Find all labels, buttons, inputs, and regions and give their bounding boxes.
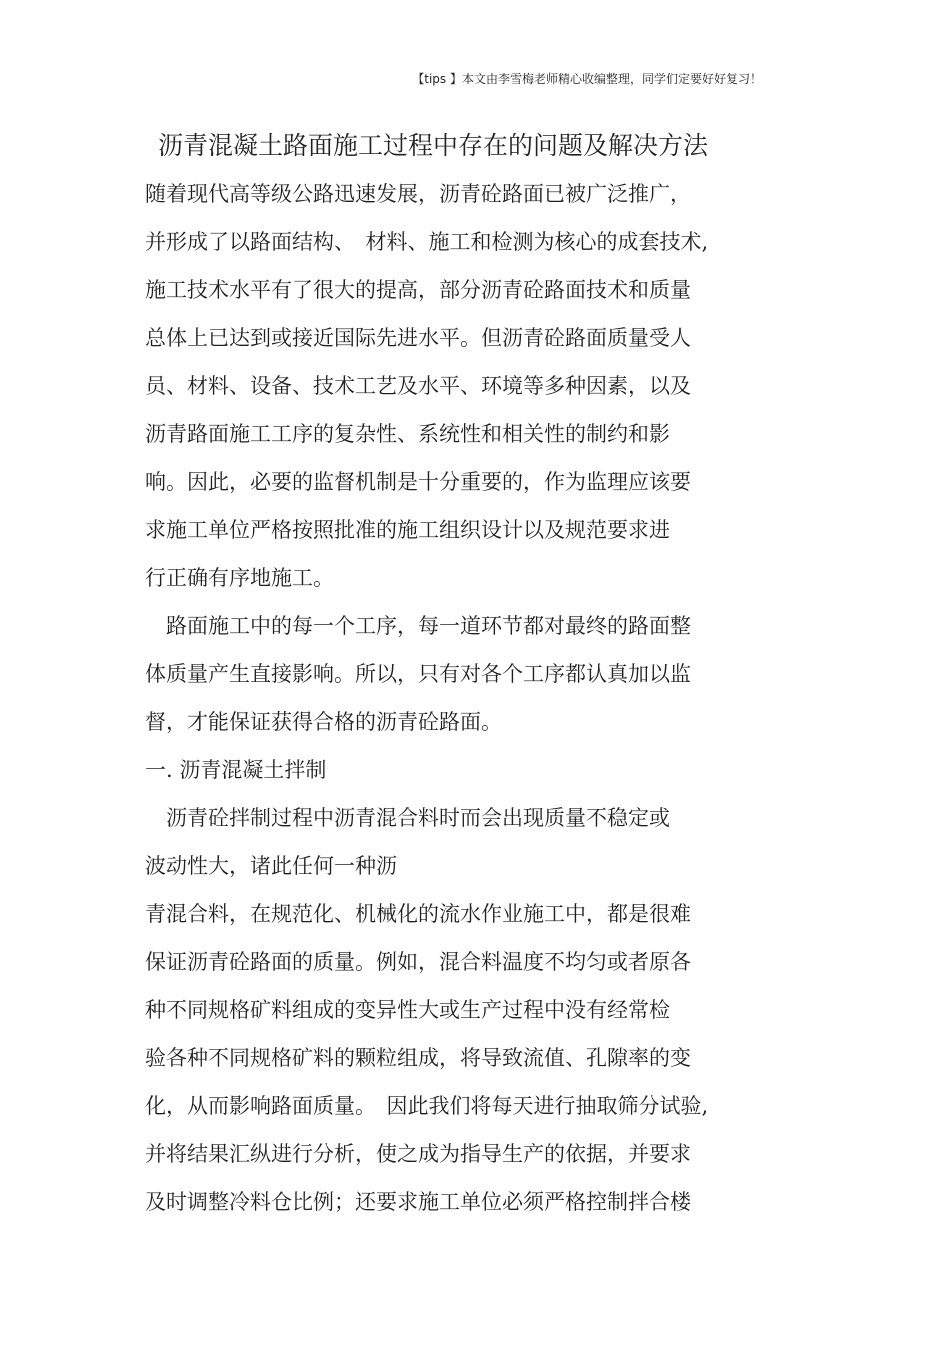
body-line: 沥青砼拌制过程中沥青混合料时而会出现质量不稳定或 bbox=[145, 806, 670, 830]
body-line: 并形成了以路面结构、 材料、施工和检测为核心的成套技术, bbox=[145, 230, 709, 254]
body-line: 总体上已达到或接近国际先进水平。但沥青砼路面质量受人 bbox=[145, 326, 691, 350]
body-line: 及时调整冷料仓比例；还要求施工单位必须严格控制拌合楼 bbox=[145, 1190, 691, 1214]
body-line: 波动性大，诸此任何一种沥 bbox=[145, 854, 397, 878]
body-line: 化，从而影响路面质量。 因此我们将每天进行抽取筛分试验, bbox=[145, 1094, 709, 1118]
body-line: 随着现代高等级公路迅速发展，沥青砼路面已被广泛推广， bbox=[145, 182, 691, 206]
body-line: 并将结果汇纵进行分析，使之成为指导生产的依据，并要求 bbox=[145, 1142, 691, 1166]
body-line: 员、材料、设备、技术工艺及水平、环境等多种因素，以及 bbox=[145, 374, 691, 398]
body-line: 青混合料，在规范化、机械化的流水作业施工中，都是很难 bbox=[145, 902, 691, 926]
body-line: 路面施工中的每一个工序，每一道环节都对最终的路面整 bbox=[145, 614, 691, 638]
body-line: 体质量产生直接影响。所以，只有对各个工序都认真加以监 bbox=[145, 662, 691, 686]
body-line: 种不同规格矿料组成的变异性大或生产过程中没有经常检 bbox=[145, 998, 670, 1022]
body-line: 施工技术水平有了很大的提高，部分沥青砼路面技术和质量 bbox=[145, 278, 691, 302]
tips-header: 【tips 】本文由李雪梅老师精心收编整理，同学们定要好好复习！ bbox=[412, 72, 762, 86]
document-title: 沥青混凝土路面施工过程中存在的问题及解决方法 bbox=[158, 131, 709, 160]
body-line: 督，才能保证获得合格的沥青砼路面。 bbox=[145, 710, 502, 734]
body-line: 响。因此，必要的监督机制是十分重要的，作为监理应该要 bbox=[145, 470, 691, 494]
body-line: 行正确有序地施工。 bbox=[145, 566, 334, 590]
body-line: 沥青路面施工工序的复杂性、系统性和相关性的制约和影 bbox=[145, 422, 670, 446]
section-heading: 一. 沥青混凝土拌制 bbox=[145, 758, 327, 782]
body-line: 求施工单位严格按照批准的施工组织设计以及规范要求进 bbox=[145, 518, 670, 542]
body-line: 保证沥青砼路面的质量。例如，混合料温度不均匀或者原各 bbox=[145, 950, 691, 974]
body-line: 验各种不同规格矿料的颗粒组成，将导致流值、孔隙率的变 bbox=[145, 1046, 691, 1070]
